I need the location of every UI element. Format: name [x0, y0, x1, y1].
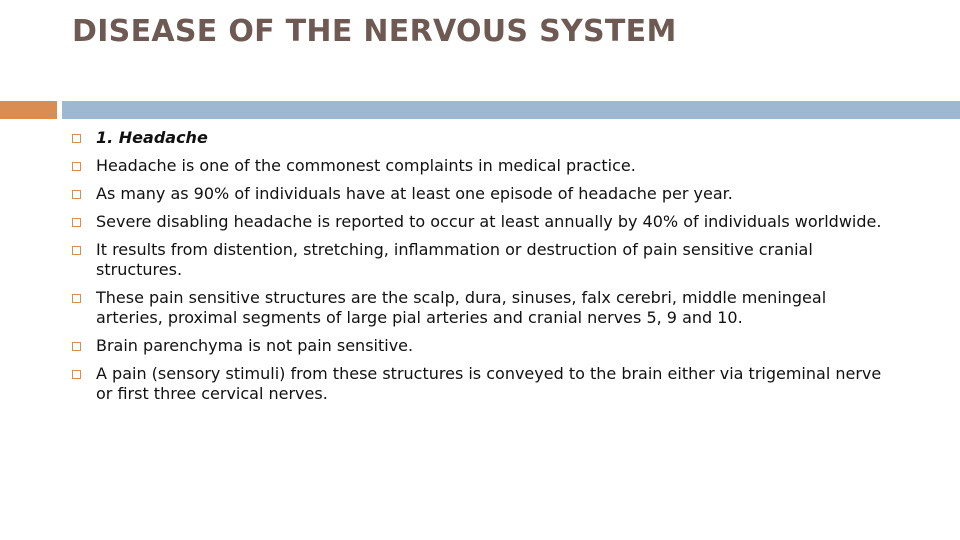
bullet-text: These pain sensitive structures are the scalp, dura, sinuses, falx cerebri, middle meningeal arteries, proximal segments of large pial arteries and cranial nerves 5, 9 and 10.: [96, 288, 827, 327]
bullet-list: [70, 128, 890, 412]
accent-bar-orange: [0, 101, 57, 119]
bullet-text: Headache is one of the commonest complaints in medical practice.: [96, 156, 636, 175]
square-bullet-icon: [72, 134, 81, 143]
bullet-text: Severe disabling headache is reported to occur at least annually by 40% of individuals worldwide.: [96, 212, 882, 231]
bullet-text: It results from distention, stretching, inflammation or destruction of pain sensitive cranial structures.: [96, 240, 813, 279]
square-bullet-icon: [72, 294, 81, 303]
bullet-text: Brain parenchyma is not pain sensitive.: [96, 336, 414, 355]
bullet-text: A pain (sensory stimuli) from these structures is conveyed to the brain either via trigeminal nerve or first three cervical nerves.: [96, 364, 882, 403]
list-item: [70, 364, 890, 404]
square-bullet-icon: [72, 246, 81, 255]
list-item: [70, 156, 890, 176]
accent-bar-blue: [62, 101, 960, 119]
square-bullet-icon: [72, 342, 81, 351]
square-bullet-icon: [72, 218, 81, 227]
list-item: [70, 336, 890, 356]
square-bullet-icon: [72, 370, 81, 379]
list-item: [70, 288, 890, 328]
square-bullet-icon: [72, 190, 81, 199]
list-item: [70, 240, 890, 280]
list-item: [70, 128, 890, 148]
square-bullet-icon: [72, 162, 81, 171]
slide-title: DISEASE OF THE NERVOUS SYSTEM: [72, 14, 677, 49]
bullet-text: As many as 90% of individuals have at least one episode of headache per year.: [96, 184, 733, 203]
list-item: [70, 184, 890, 204]
list-item: [70, 212, 890, 232]
section-heading: 1. Headache: [96, 128, 208, 147]
